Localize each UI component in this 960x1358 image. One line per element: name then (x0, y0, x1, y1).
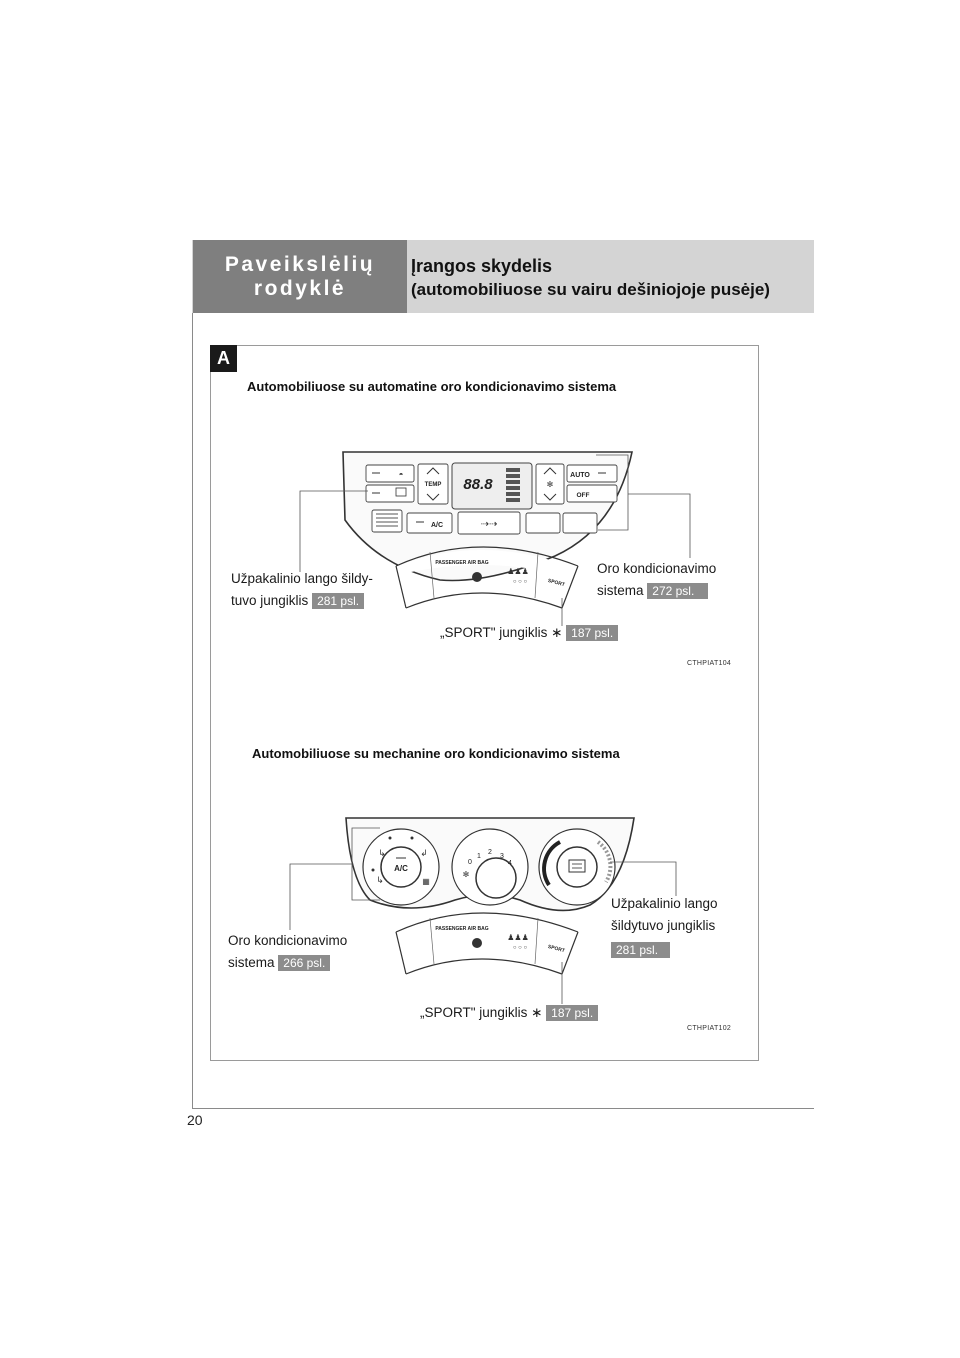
page-ref-badge: 187 psl. (546, 1005, 598, 1021)
svg-text:A/C: A/C (430, 522, 444, 529)
svg-text:PASSENGER AIR BAG: PASSENGER AIR BAG (435, 926, 489, 932)
svg-text:0: 0 (468, 859, 472, 866)
svg-text:1: 1 (477, 853, 481, 860)
callout-manual-sport: „SPORT" jungiklis ∗ 187 psl. (420, 1002, 598, 1024)
svg-text:♟♟♟: ♟♟♟ (507, 567, 529, 576)
callout-auto-ac: Oro kondicionavimo sistema 272 psl. (597, 561, 717, 599)
figure-code-manual: CTHPIAT102 (687, 1025, 732, 1032)
manual-airbag-indicator (472, 938, 482, 948)
svg-text:↳: ↳ (376, 875, 384, 885)
svg-text:AUTO: AUTO (570, 472, 590, 479)
section-auto-title: Automobiliuose su automatine oro kondicionavimo sistema (247, 379, 617, 394)
svg-text:OFF: OFF (576, 492, 590, 499)
page-ref-badge: 281 psl. (611, 942, 670, 958)
figure-code-auto: CTHPIAT104 (687, 660, 732, 667)
callout-auto-rear-defrost: Užpakalinio lango šildy- tuvo jungiklis 281 psl. (231, 571, 373, 609)
section-badge: A (210, 345, 237, 372)
callout-manual-ac: Oro kondicionavimo sistema 266 psl. (228, 933, 348, 971)
svg-text:○ ○ ○: ○ ○ ○ (512, 579, 528, 585)
leader-manual-ac (290, 864, 352, 930)
svg-text:○ ○ ○: ○ ○ ○ (512, 945, 528, 951)
index-tab-line1: Paveikslėlių (224, 252, 376, 276)
page-title-line2: (automobiliuose su vairu dešiniojoje pusėje) (411, 280, 770, 299)
page-number: 20 (187, 1112, 203, 1128)
svg-text:✻: ✻ (462, 870, 470, 879)
svg-text:⇢⇢: ⇢⇢ (480, 519, 498, 530)
svg-text:▦: ▦ (422, 877, 430, 886)
svg-text:✻: ✻ (546, 480, 554, 489)
svg-text:PASSENGER AIR BAG: PASSENGER AIR BAG (435, 560, 489, 566)
page-ref-badge: 272 psl. (647, 583, 708, 599)
svg-text:2: 2 (488, 849, 492, 856)
svg-text:♟♟♟: ♟♟♟ (507, 933, 529, 942)
callout-auto-sport: „SPORT" jungiklis ∗ 187 psl. (440, 622, 618, 644)
callout-manual-rear-defrost: Užpakalinio lango šildytuvo jungiklis 281 psl. (611, 896, 718, 958)
svg-text:4: 4 (508, 860, 512, 867)
page-ref-badge: 187 psl. (566, 625, 618, 641)
page-ref-badge: 266 psl. (278, 955, 330, 971)
section-manual-title: Automobiliuose su mechanine oro kondicionavimo sistema (252, 746, 620, 761)
svg-text:SPORT: SPORT (547, 943, 566, 955)
page-title-line1: Įrangos skydelis (411, 256, 553, 276)
page-ref-badge: 281 psl. (312, 593, 364, 609)
svg-text:SPORT: SPORT (547, 577, 566, 589)
svg-text:↲: ↲ (420, 848, 428, 858)
index-tab-line2: rodyklė (253, 276, 347, 300)
svg-text:3: 3 (500, 853, 504, 860)
svg-text:↳: ↳ (378, 848, 386, 858)
svg-text:◓: ◓ (398, 470, 404, 479)
svg-text:TEMP: TEMP (424, 482, 442, 488)
svg-text:A/C: A/C (394, 864, 408, 873)
svg-text:88.8: 88.8 (463, 476, 493, 493)
